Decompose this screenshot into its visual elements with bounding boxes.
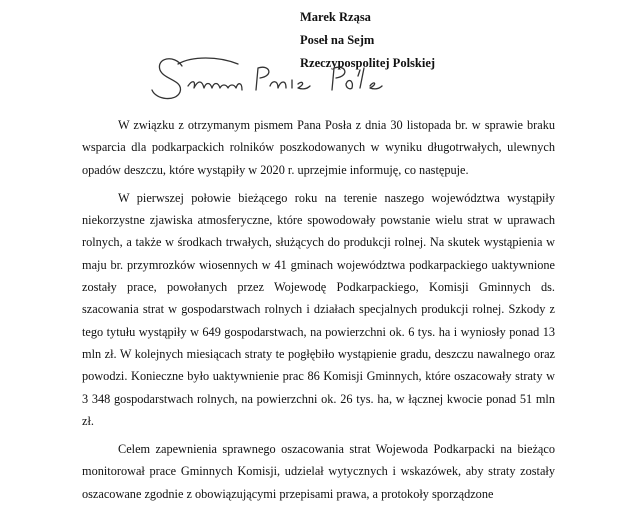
addressee-country: Rzeczypospolitej Polskiej bbox=[300, 56, 436, 70]
letter-body bbox=[82, 114, 555, 511]
addressee-title: Poseł na Sejm bbox=[300, 33, 375, 47]
paragraph: W pierwszej połowie bieżącego roku na terenie naszego województwa wystąpiły niekorzystne zjawiska atmosferyczne, które spowodowały powstanie wielu strat w uprawach rolnych, a także w środkach trwałych, służących do produkcji rolnej. Na skutek wystąpienia w maju br. przymrozków wiosennych w 41 gminach województwa podkarpackiego uaktywnione zostały prace, powołanych przez Wojewodę Podkarpackiego, Komisji Gminnych ds. szacowania strat w gospodarstwach rolnych i działach specjalnych produkcji rolnej. Szkody z tego tytułu wystąpiły w 649 gospodarstwach, na powierzchni ok. 6 tys. ha i wyniosły ponad 13 mln zł. W kolejnych miesiącach straty te pogłębiło wystąpienie gradu, deszczu nawalnego oraz powodzi. Konieczne było uaktywnienie prac 86 Komisji Gminnych, które oszacowały straty w 3 348 gospodarstwach rolnych, na powierzchni ok. 26 tys. ha, w łącznej kwocie ponad 51 mln zł. bbox=[82, 190, 555, 428]
paragraph: W związku z otrzymanym pismem Pana Posła z dnia 30 listopada br. w sprawie braku wsparcia dla podkarpackich rolników poszkodowanych w wyniku długotrwałych, ulewnych opadów deszczu, które wystąpiły w 2020 r. uprzejmie informuję, co następuje. bbox=[82, 118, 555, 177]
paragraph: Celem zapewnienia sprawnego oszacowania strat Wojewoda Podkarpacki na bieżąco monitorował prace Gminnych Komisji, udzielał wytycznych i wskazówek, aby straty zostały oszacowane zgodnie z obowiązującymi przepisami prawa, a protokoły sporządzone bbox=[82, 442, 555, 501]
addressee-name: Marek Rząsa bbox=[300, 10, 371, 24]
handwritten-salutation-icon bbox=[148, 50, 388, 106]
handwritten-salutation bbox=[148, 50, 388, 106]
